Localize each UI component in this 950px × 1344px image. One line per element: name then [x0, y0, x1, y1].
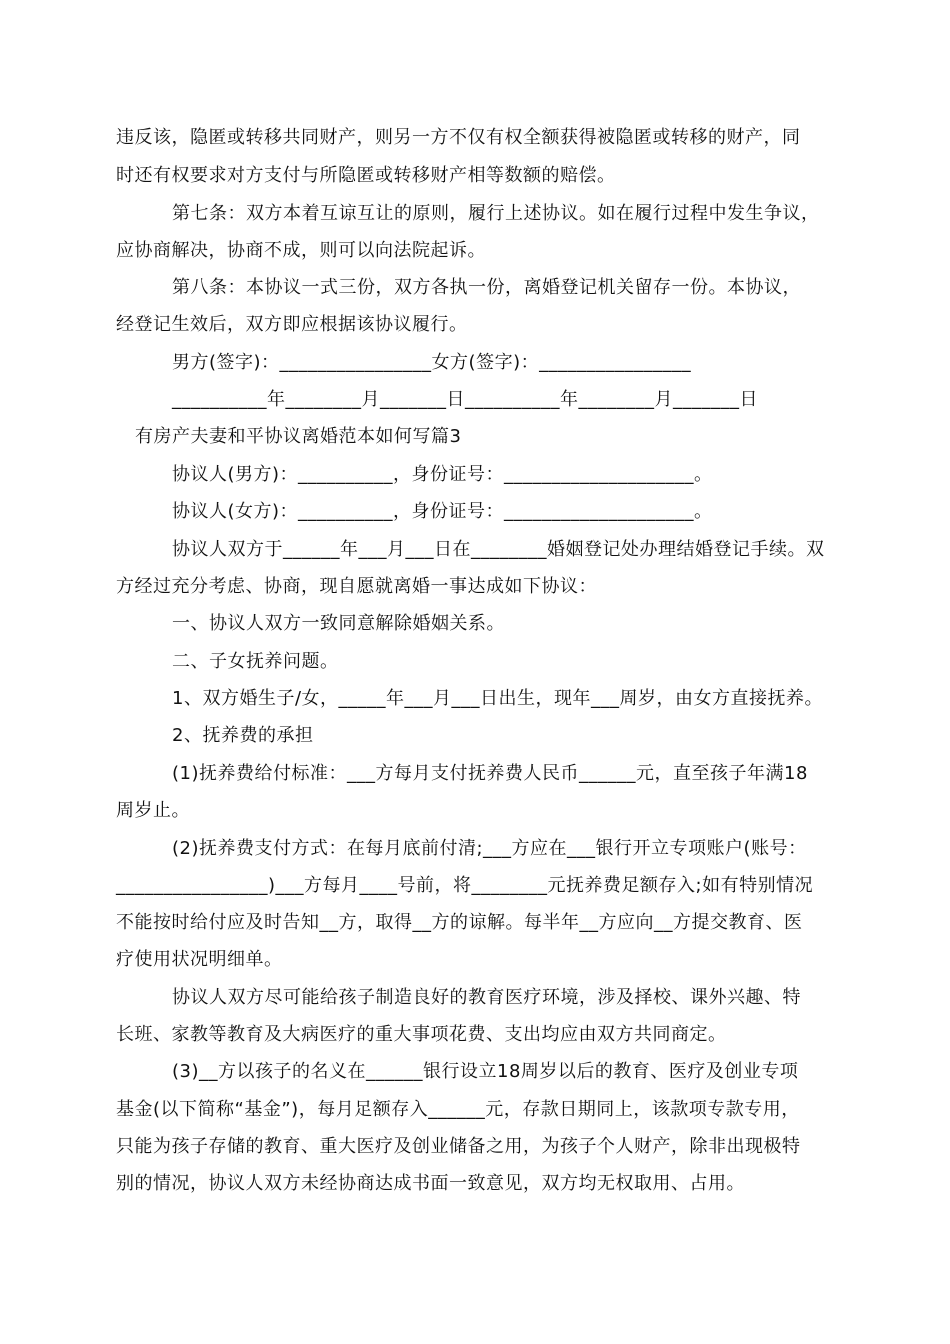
- paragraph-line: 基金(以下简称“基金”)，每月足额存入______元，存款日期同上，该款项专款专用，: [116, 1099, 800, 1120]
- article-7-line: 第七条：双方本着互谅互让的原则，履行上述协议。如在履行过程中发生争议，: [172, 203, 820, 224]
- paragraph-line: 疗使用状况明细单。: [116, 949, 283, 970]
- paragraph-line: 长班、家教等教育及大病医疗的重大事项花费、支出均应由双方共同商定。: [116, 1024, 727, 1045]
- date-line: __________年________月_______日__________年________月_______日: [172, 389, 758, 410]
- paragraph-line: 不能按时给付应及时告知__方，取得__方的谅解。每半年__方应向__方提交教育、医: [116, 912, 803, 933]
- clause-line: 二、子女抚养问题。: [172, 651, 339, 672]
- clause-line: (2)抚养费支付方式：在每月底前付清;___方应在___银行开立专项账户(账号：: [172, 838, 807, 859]
- article-8-line: 第八条：本协议一式三份，双方各执一份，离婚登记机关留存一份。本协议，: [172, 277, 801, 298]
- paragraph-line: 只能为孩子存储的教育、重大医疗及创业储备之用，为孩子个人财产，除非出现极特: [116, 1136, 801, 1157]
- paragraph-line: 应协商解决，协商不成，则可以向法院起诉。: [116, 240, 486, 261]
- paragraph-line: ________________)___方每月____号前，将________元抚养费足额存入;如有特别情况: [116, 875, 814, 896]
- paragraph-line: 周岁止。: [116, 800, 190, 821]
- party-female-line: 协议人(女方)：__________，身份证号：____________________。: [172, 501, 713, 522]
- clause-line: 1、双方婚生子/女，_____年___月___日出生，现年___周岁，由女方直接抚养。: [172, 688, 824, 709]
- clause-line: (3)__方以孩子的名义在______银行设立18周岁以后的教育、医疗及创业专项: [172, 1061, 799, 1082]
- paragraph-line: 协议人双方于______年___月___日在________婚姻登记处办理结婚登记手续。双: [172, 539, 825, 560]
- paragraph-line: 时还有权要求对方支付与所隐匿或转移财产相等数额的赔偿。: [116, 165, 616, 186]
- paragraph-line: 经登记生效后，双方即应根据该协议履行。: [116, 314, 468, 335]
- signature-line: 男方(签字)：________________女方(签字)：________________: [172, 352, 692, 373]
- clause-line: (1)抚养费给付标准：___方每月支付抚养费人民币______元，直至孩子年满18: [172, 763, 808, 784]
- section-heading: 有房产夫妻和平协议离婚范本如何写篇3: [135, 426, 462, 447]
- party-male-line: 协议人(男方)：__________，身份证号：____________________。: [172, 464, 713, 485]
- clause-line: 2、抚养费的承担: [172, 725, 314, 746]
- paragraph-line: 别的情况，协议人双方未经协商达成书面一致意见，双方均无权取用、占用。: [116, 1173, 745, 1194]
- paragraph-line: 协议人双方尽可能给孩子制造良好的教育医疗环境，涉及择校、课外兴趣、特: [172, 987, 801, 1008]
- paragraph-line: 方经过充分考虑、协商，现自愿就离婚一事达成如下协议：: [116, 576, 597, 597]
- paragraph-line: 违反该，隐匿或转移共同财产，则另一方不仅有权全额获得被隐匿或转移的财产，同: [116, 127, 801, 148]
- clause-line: 一、协议人双方一致同意解除婚姻关系。: [172, 613, 505, 634]
